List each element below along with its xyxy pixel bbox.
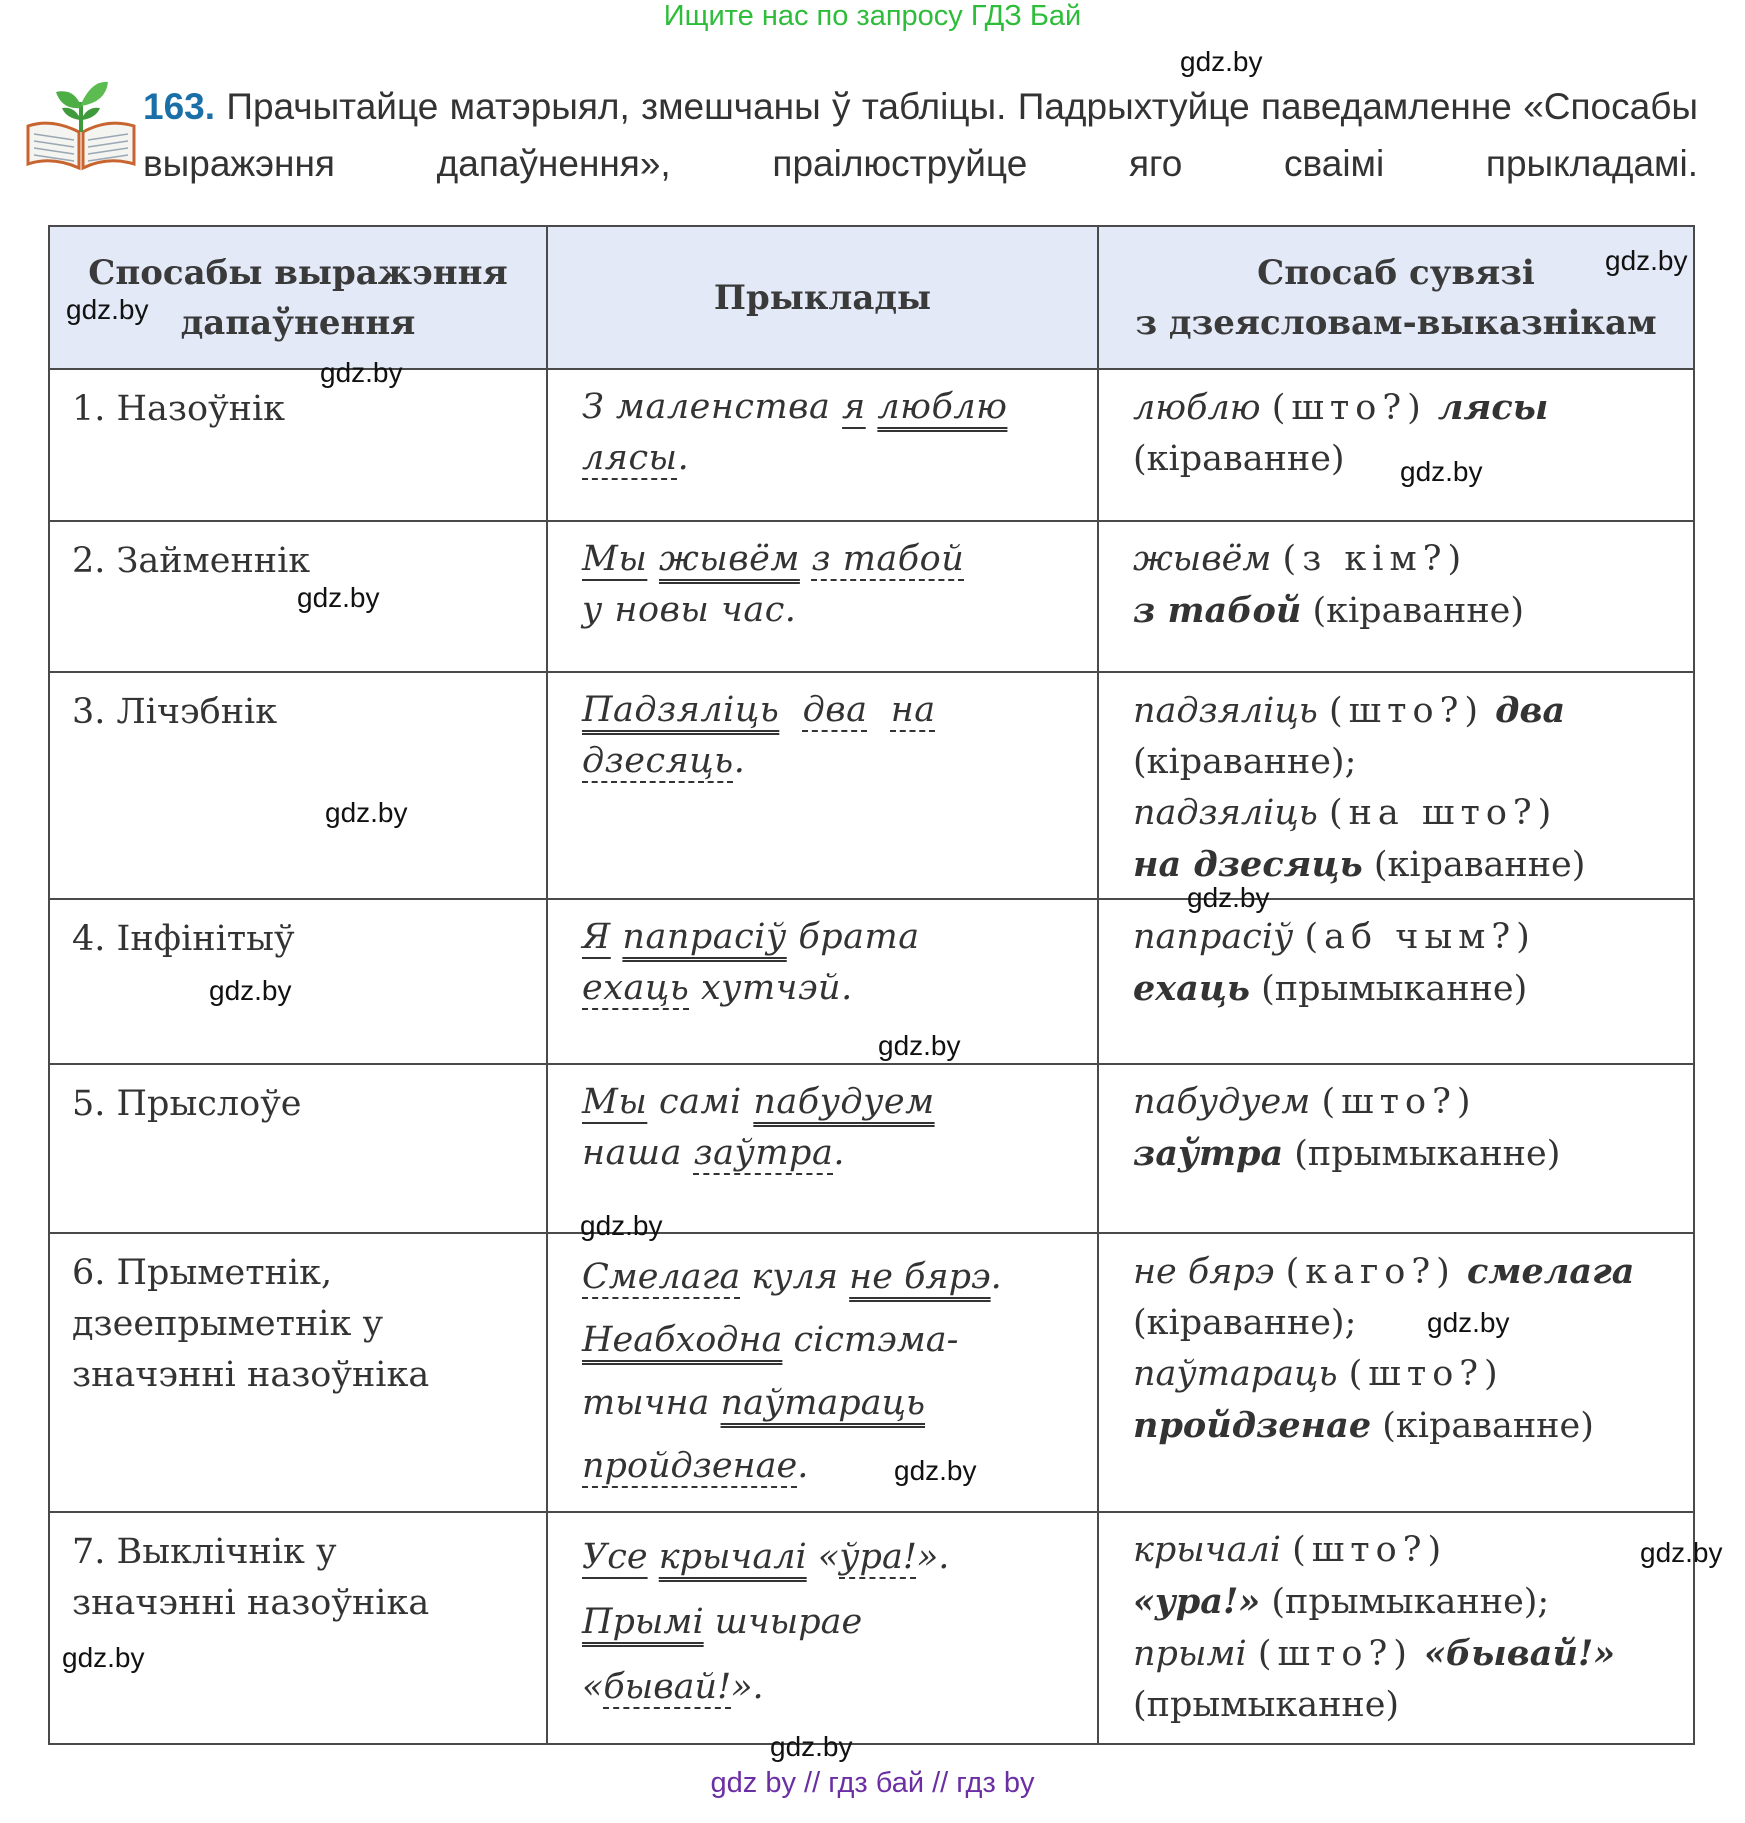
method-cell: 1. Назоўнік	[49, 369, 547, 521]
watermark: gdz.by	[770, 1731, 853, 1762]
task-statement	[143, 78, 1698, 192]
example-cell: Мы самі пабудуем наша заўтра.	[547, 1064, 1098, 1233]
watermark: gdz.by	[297, 582, 380, 613]
method-cell: 4. Інфінітыў	[49, 899, 547, 1064]
example-cell: Смелага куля не бярэ. Неабходна сістэма- тычна паўтараць пройдзенае.	[547, 1233, 1098, 1512]
header-link-type: Спосаб сувязі з дзеясловам-выказнікам	[1098, 226, 1694, 369]
watermark: gdz.by	[1427, 1307, 1510, 1338]
table-row	[49, 369, 1694, 521]
task-number: 163.	[143, 86, 216, 127]
watermark: gdz.by	[1605, 245, 1688, 276]
table-row	[49, 1512, 1694, 1744]
watermark: gdz.by	[62, 1642, 145, 1673]
link-cell: падзяліць (што?) два (кіраванне); падзяліць (на што?) на дзесяць (кіраванне)	[1098, 672, 1694, 899]
header-methods: Спосабы выражэння дапаўнення	[49, 226, 547, 369]
watermark: gdz.by	[320, 357, 403, 388]
example-cell: Усе крычалі «ўра!». Прымі шчырае «бывай!».	[547, 1512, 1098, 1744]
table-row	[49, 672, 1694, 899]
link-cell: люблю (што?) лясы (кіраванне)	[1098, 369, 1694, 521]
header-examples: Прыклады	[547, 226, 1098, 369]
link-cell: жывём (з кім?) з табой (кіраванне)	[1098, 521, 1694, 672]
table-row	[49, 1064, 1694, 1233]
link-cell: не бярэ (каго?) смелага (кіраванне); паўтараць (што?) пройдзенае (кіраванне)	[1098, 1233, 1694, 1512]
watermark: gdz.by	[325, 797, 408, 828]
footer-links: gdz by // гдз бай // гдз by	[710, 1767, 1035, 1799]
method-cell: 7. Выклічнік у значэнні назоўніка	[49, 1512, 547, 1744]
example-cell: Падзяліць два на дзесяць.	[547, 672, 1098, 899]
example-cell: Мы жывём з табой у новы час.	[547, 521, 1098, 672]
open-book-sprout-icon	[22, 74, 140, 174]
table-header-row	[49, 226, 1694, 369]
link-cell: папрасіў (аб чым?) ехаць (прымыканне)	[1098, 899, 1694, 1064]
watermark: gdz.by	[1180, 46, 1263, 77]
table-row	[49, 521, 1694, 672]
method-cell: 2. Займеннік	[49, 521, 547, 672]
method-cell: 6. Прыметнік, дзеепрыметнік у значэнні назоўніка	[49, 1233, 547, 1512]
watermark: gdz.by	[1400, 456, 1483, 487]
watermark: gdz.by	[209, 975, 292, 1006]
watermark: gdz.by	[1640, 1537, 1723, 1568]
table-row	[49, 1233, 1694, 1512]
table-row	[49, 899, 1694, 1064]
watermark: gdz.by	[878, 1030, 961, 1061]
expression-methods-table	[48, 225, 1695, 1745]
link-cell: пабудуем (што?) заўтра (прымыканне)	[1098, 1064, 1694, 1233]
task-text: Прачытайце матэрыял, змешчаны ў табліцы. Падрыхтуйце паведамленне «Спосабы выражэння дапаўнення», праілюструйце яго сваімі прыкладамі.	[143, 86, 1698, 184]
site-hint: Ищите нас по запросу ГДЗ Бай	[663, 0, 1082, 32]
watermark: gdz.by	[580, 1210, 663, 1241]
method-cell: 3. Лічэбнік	[49, 672, 547, 899]
method-cell: 5. Прыслоўе	[49, 1064, 547, 1233]
watermark: gdz.by	[894, 1455, 977, 1486]
example-cell: З маленства я люблю лясы.	[547, 369, 1098, 521]
watermark: gdz.by	[1187, 882, 1270, 913]
example-cell: Я папрасіў брата ехаць хутчэй.	[547, 899, 1098, 1064]
watermark: gdz.by	[66, 294, 149, 325]
link-cell: крычалі (што?) «ура!» (прымыканне); прымі (што?) «бывай!» (прымыканне)	[1098, 1512, 1694, 1744]
